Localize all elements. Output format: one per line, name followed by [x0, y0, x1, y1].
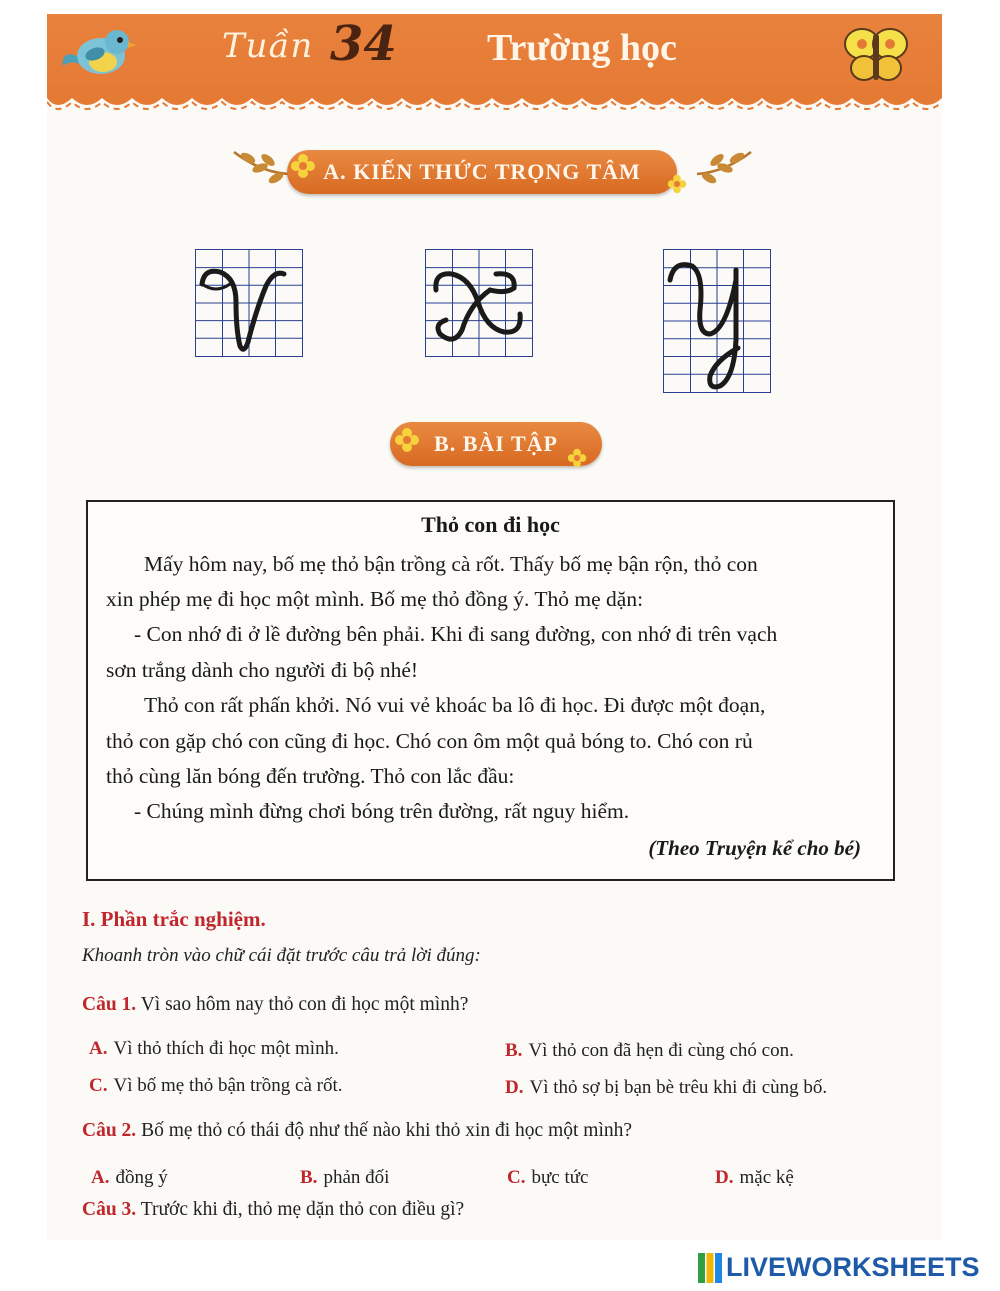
topic-title: Trường học: [487, 27, 677, 69]
flower-icon: [290, 153, 316, 179]
flower-icon: [667, 174, 687, 194]
question-label: Câu 3.: [82, 1199, 137, 1220]
q2-option-c[interactable]: [507, 1167, 588, 1189]
story-line: - Chúng mình đừng chơi bóng trên đường, rất nguy hiểm.: [134, 799, 630, 823]
q2-option-b[interactable]: [300, 1167, 389, 1189]
option-text: đồng ý: [115, 1167, 168, 1188]
week-number: 34: [330, 16, 397, 72]
letter-grid-v: [195, 249, 303, 357]
story-source: (Theo Truyện kể cho bé): [648, 836, 861, 860]
option-text: phản đối: [323, 1167, 390, 1188]
option-label[interactable]: A.: [91, 1167, 110, 1188]
option-text: mặc kệ: [739, 1167, 794, 1188]
question-label: Câu 2.: [82, 1120, 137, 1141]
q2-option-a[interactable]: [91, 1167, 168, 1189]
liveworksheets-logo: [698, 1252, 980, 1283]
story-line: thỏ cùng lăn bóng đến trường. Thỏ con lắc đầu:: [106, 764, 515, 788]
section-a-banner: [287, 150, 677, 194]
option-label[interactable]: D.: [505, 1077, 524, 1098]
question-2: [82, 1120, 632, 1142]
logo-text: LIVEWORKSHEETS: [726, 1252, 980, 1282]
header-wave-border: [47, 86, 942, 126]
butterfly-icon: [842, 24, 910, 86]
option-text: Vì thỏ con đã hẹn đi cùng chó con.: [528, 1040, 794, 1061]
letter-grid-y: [663, 249, 771, 393]
story-box: [86, 500, 895, 881]
letter-grid-x: [425, 249, 533, 357]
part1-title: I. Phần trắc nghiệm.: [82, 907, 266, 931]
q2-option-d[interactable]: [715, 1167, 794, 1189]
story-title: Thỏ con đi học: [421, 512, 560, 537]
option-label[interactable]: C.: [89, 1075, 108, 1096]
story-line: - Con nhớ đi ở lề đường bên phải. Khi đi sang đường, con nhớ đi trên vạch: [134, 622, 778, 646]
header-bar: [47, 14, 942, 96]
story-line: thỏ con gặp chó con cũng đi học. Chó con ôm một quả bóng to. Chó con rủ: [106, 729, 753, 753]
question-text: Bố mẹ thỏ có thái độ như thế nào khi thỏ xin đi học một mình?: [141, 1120, 633, 1141]
worksheet-page: [47, 14, 942, 1240]
question-1: [82, 994, 468, 1016]
section-a-title: A. KIẾN THỨC TRỌNG TÂM: [323, 159, 641, 184]
question-label: Câu 1.: [82, 994, 137, 1015]
option-label[interactable]: A.: [89, 1038, 108, 1059]
question-text: Vì sao hôm nay thỏ con đi học một mình?: [140, 994, 469, 1015]
q1-option-d[interactable]: [505, 1077, 827, 1099]
q1-option-c[interactable]: [89, 1075, 343, 1097]
flower-icon: [567, 448, 587, 468]
leaf-sprig-icon: [230, 144, 290, 194]
week-label: Tuần: [222, 26, 314, 66]
liveworksheets-logo-icon: [698, 1253, 722, 1283]
option-text: Vì thỏ thích đi học một mình.: [113, 1038, 339, 1059]
bird-icon: [57, 20, 137, 86]
section-b-title: B. BÀI TẬP: [434, 431, 558, 456]
q1-option-a[interactable]: [89, 1038, 339, 1060]
option-label[interactable]: C.: [507, 1167, 526, 1188]
question-text: Trước khi đi, thỏ mẹ dặn thỏ con điều gì?: [140, 1199, 465, 1220]
part1-instruction: Khoanh tròn vào chữ cái đặt trước câu trả lời đúng:: [82, 945, 481, 966]
option-text: bực tức: [531, 1167, 589, 1188]
story-line: xin phép mẹ đi học một mình. Bố mẹ thỏ đồng ý. Thỏ mẹ dặn:: [106, 587, 644, 611]
leaf-sprig-icon: [695, 144, 755, 194]
q1-option-b[interactable]: [505, 1040, 794, 1062]
option-label[interactable]: B.: [300, 1167, 318, 1188]
flower-icon: [394, 427, 420, 453]
option-label[interactable]: D.: [715, 1167, 734, 1188]
story-line: Mấy hôm nay, bố mẹ thỏ bận trồng cà rốt. Thấy bố mẹ bận rộn, thỏ con: [144, 552, 758, 576]
option-label[interactable]: B.: [505, 1040, 523, 1061]
question-3: [82, 1199, 464, 1221]
story-line: Thỏ con rất phấn khởi. Nó vui vẻ khoác ba lô đi học. Đi được một đoạn,: [144, 693, 766, 717]
option-text: Vì bố mẹ thỏ bận trồng cà rốt.: [113, 1075, 343, 1096]
option-text: Vì thỏ sợ bị bạn bè trêu khi đi cùng bố.: [529, 1077, 828, 1098]
story-line: sơn trắng dành cho người đi bộ nhé!: [106, 658, 419, 682]
